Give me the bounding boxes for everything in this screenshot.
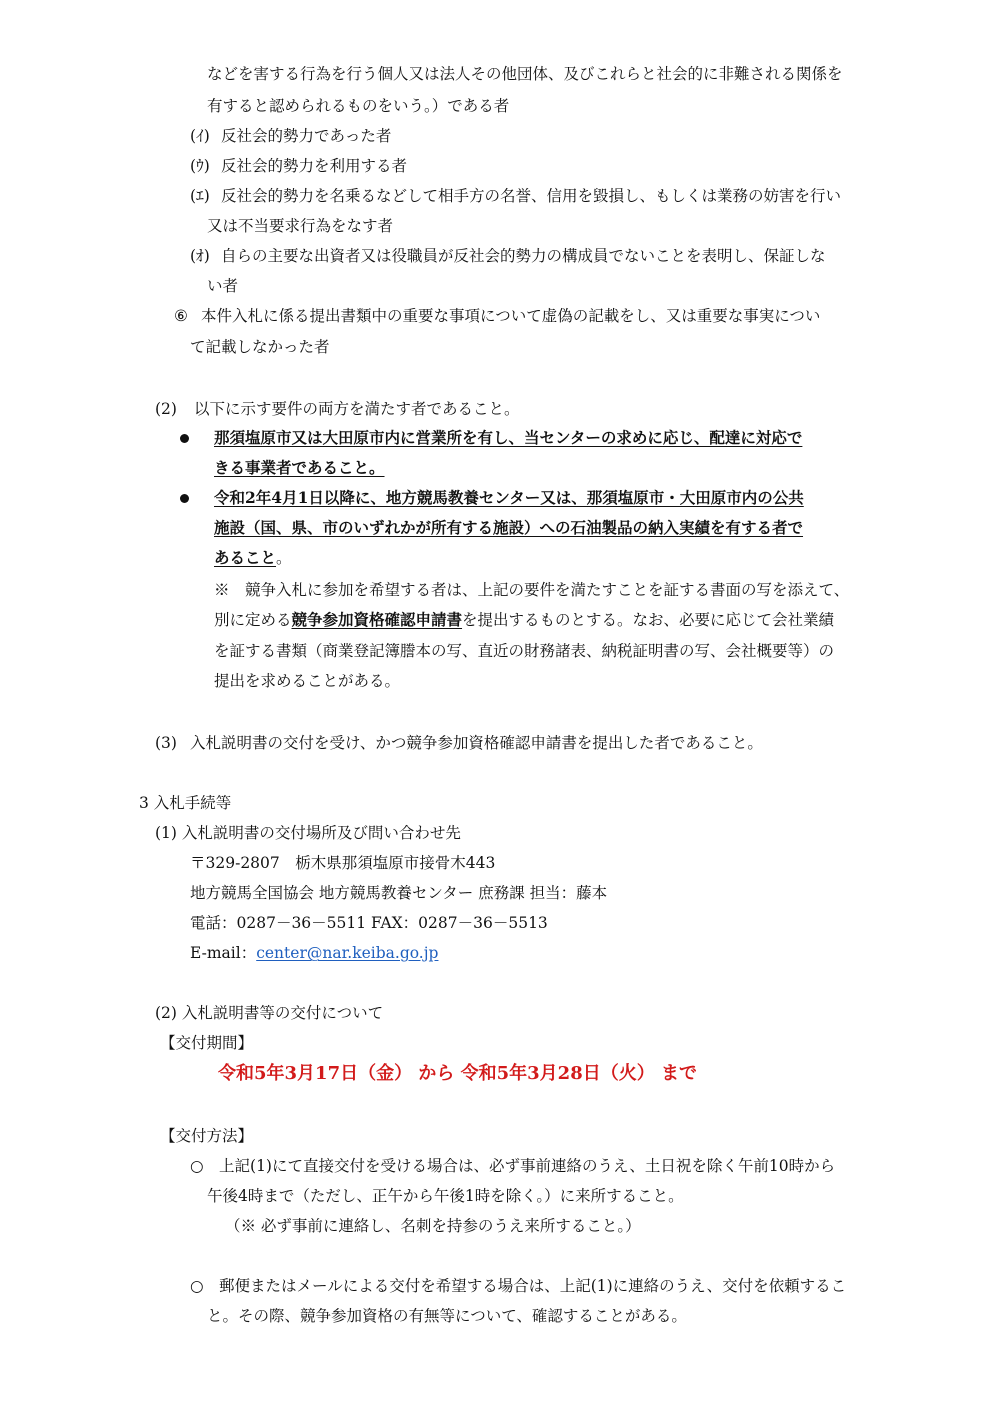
note-line-3: を証する書類（商業登記簿謄本の写、直近の財務諸表、納税証明書の写、会社概要等）の [214,642,835,660]
requirement-1-line-2: きる事業者であること。 [214,458,385,477]
item-6-label: ⑥ [174,307,188,325]
bullet-icon [180,494,189,503]
item-i-text: 反社会的勢力であった者 [221,127,392,145]
requirement-2-line-2: 施設（国、県、市のいずれかが所有する施設）への石油製品の納入実績を有する者で [214,518,804,537]
sec2-3-text: 入札説明書の交付を受け、かつ競争参加資格確認申請書を提出した者であること。 [190,734,763,752]
note-line-2-c: を提出するものとする。なお、必要に応じて会社業績 [462,611,835,629]
item-e-text-2: 又は不当要求行為をなす者 [207,217,394,235]
section-3-sub-2: (2) 入札説明書等の交付について [155,1004,384,1022]
note-line-1: ※ 競争入札に参加を希望する者は、上記の要件を満たすことを証する書面の写を添えて、 [214,581,850,599]
requirement-2-line-3-end: 。 [276,549,292,567]
section-3-heading: 3 入札手続等 [139,794,232,812]
method-2-line-1: ○ 郵便またはメールによる交付を希望する場合は、上記(1)に連絡のうえ、交付を依頼するこ [190,1277,847,1295]
item-o-label: (ｵ) [190,247,210,265]
item-u-text: 反社会的勢力を利用する者 [221,157,408,175]
method-1-line-1: ○ 上記(1)にて直接交付を受ける場合は、必ず事前連絡のうえ、土日祝を除く午前10時から [190,1157,836,1175]
requirement-2-line-1: 令和2年4月1日以降に、地方競馬教養センター又は、那須塩原市・大田原市内の公共 [214,488,804,507]
item-u-label: (ｳ) [190,157,210,175]
item-e-label: (ｴ) [190,187,210,205]
note-line-2 [214,610,834,630]
note-line-4: 提出を求めることがある。 [214,672,401,690]
method-2-line-2: と。その際、競争参加資格の有無等について、確認することがある。 [207,1307,687,1325]
continuation-line-1: などを害する行為を行う個人又は法人その他団体、及びこれらと社会的に非難される関係を [207,65,843,83]
organization: 地方競馬全国協会 地方競馬教養センター 庶務課 担当：藤本 [190,884,608,902]
distribution-period: 令和5年3月17日（金） から 令和5年3月28日（火） まで [218,1063,697,1084]
bullet-icon [180,434,189,443]
requirement-1-line-1: 那須塩原市又は大田原市内に営業所を有し、当センターの求めに応じ、配達に対応で [214,428,803,447]
postal-address: 〒329-2807 栃木県那須塩原市接骨木443 [190,854,496,872]
email-link[interactable]: center@nar.keiba.go.jp [256,944,439,962]
email-line [190,943,438,963]
period-label: 【交付期間】 [160,1034,254,1052]
item-i-label: (ｲ) [190,127,210,145]
requirement-2-line-3 [214,548,292,568]
item-e-text-1: 反社会的勢力を名乗るなどして相手方の名誉、信用を毀損し、もしくは業務の妨害を行い [221,187,842,205]
item-o-text-1: 自らの主要な出資者又は役職員が反社会的勢力の構成員でないことを表明し、保証しな [221,247,826,265]
continuation-line-2: 有すると認められるものをいう。）である者 [207,97,510,115]
phone-fax: 電話：0287－36－5511 FAX：0287－36－5513 [190,914,548,932]
section-3-sub-1: (1) 入札説明書の交付場所及び問い合わせ先 [155,824,461,842]
item-6-text-2: て記載しなかった者 [190,338,330,356]
method-1-line-2: 午後4時まで（ただし、正午から午後1時を除く。）に来所すること。 [207,1187,684,1205]
item-6-text-1: 本件入札に係る提出書類中の重要な事項について虚偽の記載をし、又は重要な事実につい [201,307,821,325]
sec2-3-label: (3) [155,734,177,752]
requirement-2-line-3-bold: あること [214,548,277,567]
method-1-line-3: （※ 必ず事前に連絡し、名刺を持参のうえ来所すること。） [225,1217,641,1235]
method-label: 【交付方法】 [160,1127,254,1145]
sec2-2-label: (2) [155,400,177,418]
item-o-text-2: い者 [207,277,239,295]
sec2-2-text: 以下に示す要件の両方を満たす者であること。 [194,400,520,418]
note-line-2-a: 別に定める [214,611,292,629]
email-label: E-mail： [190,944,257,962]
application-form-name: 競争参加資格確認申請書 [291,610,463,629]
